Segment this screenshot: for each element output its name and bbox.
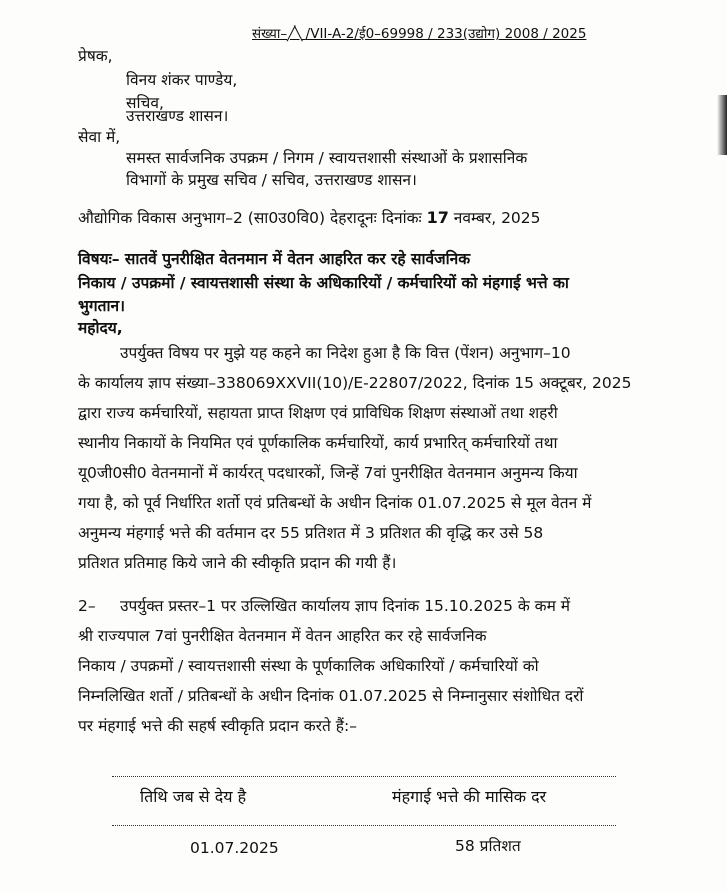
paragraph-2-number: 2–	[78, 597, 96, 615]
department-text: औद्योगिक विकास अनुभाग–2 (सा0उ0वि0) देहरादूनः दिनांकः	[78, 209, 422, 227]
para2-line: पर मंहगाई भत्ते की सहर्ष स्वीकृति प्रदान करते हैं:–	[78, 717, 357, 735]
salutation: महोदय,	[78, 319, 123, 337]
para1-line: गया है, को पूर्व निर्धारित शर्तो एवं प्रतिबन्धों के अधीन दिनांक 01.07.2025 से मूल वेतन में	[78, 494, 592, 512]
para2-line: निकाय / उपक्रमों / स्वायत्तशासी संस्था के पूर्णकालिक अधिकारियों / कर्मचारियों को	[78, 657, 539, 675]
para1-line: प्रतिशत प्रतिमाह किये जाने की स्वीकृति प्रदान की गयी हैं।	[78, 554, 397, 572]
paragraph-1	[78, 338, 638, 578]
scan-edge-shadow	[717, 95, 727, 155]
month-year: नवम्बर, 2025	[453, 209, 541, 227]
sender-name: विनय शंकर पाण्डेय,	[126, 71, 238, 89]
sender-designation: सचिव,	[126, 94, 164, 112]
recipient-line-2: विभागों के प्रमुख सचिव / सचिव, उत्तराखण्ड शासन।	[126, 171, 417, 189]
sender-label: प्रेषक,	[78, 47, 113, 65]
ref-number-text: /VII-A-2/ई0–69998 / 233(उद्योग) 2008 / 2025	[305, 26, 587, 42]
ref-prefix: संख्या–	[252, 26, 288, 42]
reference-number	[252, 24, 586, 44]
para2-line: श्री राज्यपाल 7वां पुनरीक्षित वेतनमान में वेतन आहरित कर रहे सार्वजनिक	[78, 627, 487, 645]
subject-line-1: विषयः– सातवें पुनरीक्षित वेतनमान में वेतन आहरित कर रहे सार्वजनिक	[78, 250, 471, 268]
para1-line: उपर्युक्त विषय पर मुझे यह कहने का निदेश हुआ है कि वित्त (पेंशन) अनुभाग–10	[120, 344, 571, 362]
table-header-rate: मंहगाई भत्ते की मासिक दर	[392, 787, 547, 806]
para1-line: अनुमन्य मंहगाई भत्ते की वर्तमान दर 55 प्रतिशत में 3 प्रतिशत की वृद्धि कर उसे 58	[78, 524, 544, 542]
para1-line: द्वारा राज्य कर्मचारियों, सहायता प्राप्त शिक्षण एवं प्राविधिक शिक्षण संस्थाओं तथा शहरी	[78, 404, 558, 422]
subject-line-3: भुगतान।	[78, 297, 125, 315]
para2-line: निम्नलिखित शर्तो / प्रतिबन्धों के अधीन दिनांक 01.07.2025 से निम्नानुसार संशोधित दरों	[78, 687, 584, 705]
para1-line: यू0जी0सी0 वेतनमानों में कार्यरत् पदधारकों, जिन्हें 7वां पुनरीक्षित वेतनमान अनुमन्य किया	[78, 464, 578, 482]
paragraph-2	[78, 591, 638, 741]
table-top-rule	[112, 776, 616, 777]
department-date-line	[78, 208, 541, 228]
para1-line: स्थानीय निकायों के नियमित एवं पूर्णकालिक कर्मचारियों, कार्य प्रभारित् कर्मचारियों तथा	[78, 434, 558, 452]
table-cell-rate: 58 प्रतिशत	[455, 837, 521, 855]
recipient-label: सेवा में,	[78, 128, 121, 146]
subject-line-2: निकाय / उपक्रमों / स्वायत्तशासी संस्था के अधिकारियों / कर्मचारियों को मंहगाई भत्ते का	[78, 274, 569, 292]
sender-office: उत्तराखण्ड शासन।	[126, 107, 229, 125]
handwritten-day: 17	[426, 208, 449, 227]
recipient-line-1: समस्त सार्वजनिक उपक्रम / निगम / स्वायत्तशासी संस्थाओं के प्रशासनिक	[126, 149, 528, 167]
table-cell-date: 01.07.2025	[190, 839, 279, 857]
ref-handwritten-stroke: ╱╲	[287, 26, 302, 42]
table-header-rule	[112, 825, 616, 826]
para2-line: उपर्युक्त प्रस्तर–1 पर उल्लिखित कार्यालय ज्ञाप दिनांक 15.10.2025 के कम में	[120, 597, 571, 615]
table-header-date: तिथि जब से देय है	[140, 787, 247, 806]
para1-line: के कार्यालय ज्ञाप संख्या–338069XXVII(10)/E-22807/2022, दिनांक 15 अक्टूबर, 2025	[78, 374, 632, 392]
